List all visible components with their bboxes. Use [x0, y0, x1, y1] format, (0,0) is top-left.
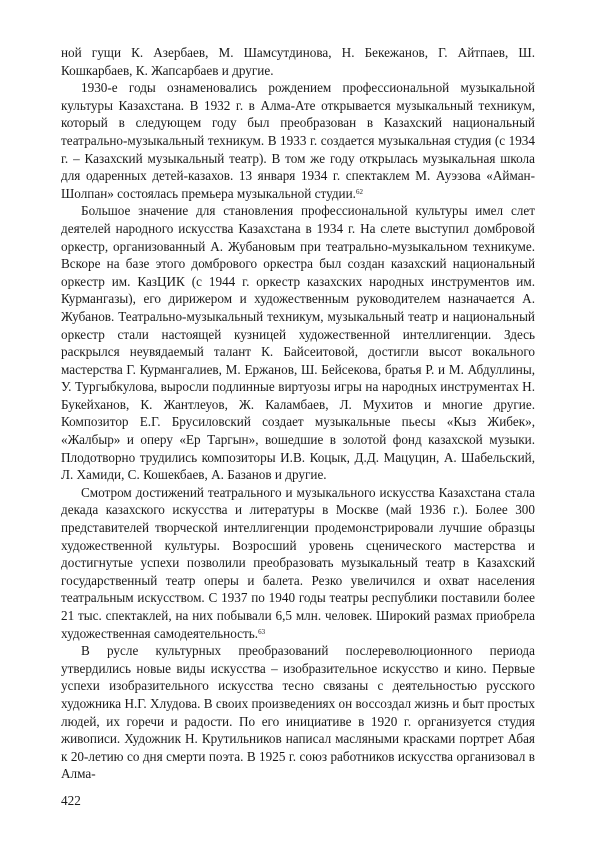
- footnote-ref: 62: [355, 187, 363, 196]
- paragraph: [61, 79, 535, 202]
- body-text: [61, 44, 535, 783]
- paragraph-text: Большое значение для становления профессиональной культуры имел слет деятелей народного искусства Казахстана в 1934 г. На слете выступил домбровой оркестр, организованный А. Жубановым при театрально-музыкальном техникуме. Вскоре на базе этого домбрового оркестра был создан казахский национальный оркестр им. КазЦИК (с 1944 г. оркестр казахских народных инструментов им. Курмангазы), его дирижером и художественным руководителем назначается А. Жубанов. Театрально-музыкальный техникум, музыкальный театр и национальный оркестр стали настоящей кузницей художественной интеллигенции. Здесь раскрылся неувядаемый талант К. Байсеитовой, достигли высот вокального мастерства Г. Курмангалиев, М. Ержанов, Ш. Бейсекова, братья Р. и М. Абдуллины, У. Тургыбкулова, выросли подлинные виртуозы игры на народных инструментах Н. Букейханов, К. Жантлеуов, Ж. Каламбаев, Л. Мухитов и многие другие. Композитор Е.Г. Брусиловский создает музыкальные пьесы «Кыз Жибек», «Жалбыр» и оперу «Ер Таргын», вошедшие в золотой фонд казахской музыки. Плодотворно трудились композиторы И.В. Коцык, Д.Д. Мацуцин, А. Шабельский, Л. Хамиди, С. Кошекбаев, А. Базанов и другие.: [61, 203, 535, 483]
- footnote-ref: 63: [258, 627, 266, 636]
- paragraph: [61, 484, 535, 642]
- paragraph-text: В русле культурных преобразований послереволюционного периода утвердились новые виды искусства – изобразительное искусство и кино. Первые успехи изобразительного искусства тесно связаны с деятельностью русского художника Н.Г. Хлудова. В своих произведениях он воссоздал жизнь и быт простых людей, их горечи и радости. По его инициативе в 1920 г. организуется студия живописи. Художник Н. Крутильников написал масляными красками портрет Абая к 20-летию со дня смерти поэта. В 1925 г. союз работников искусства организовал в Алма-: [61, 643, 535, 782]
- paragraph-text: Смотром достижений театрального и музыкального искусства Казахстана стала декада казахского искусства и литературы в Москве (май 1936 г.). Более 300 представителей творческой интеллигенции продемонстрировали лучшие образцы художественной культуры. Возросший уровень сценического мастерства и достигнутые успехи позволили преобразовать музыкальный театр в Казахский государственный театр оперы и балета. Резко увеличился и охват населения театральным искусством. С 1937 по 1940 годы театры республики поставили более 21 тыс. спектаклей, на них побывали 6,5 млн. человек. Широкий размах приобрела художественная самодеятельность.: [61, 484, 535, 641]
- paragraph-text: ной гущи К. Азербаев, М. Шамсутдинова, Н. Бекежанов, Г. Айтпаев, Ш. Кошкарбаев, К. Жапсарбаев и другие.: [61, 45, 535, 78]
- paragraph-text: 1930-е годы ознаменовались рождением профессиональной музыкальной культуры Казахстана. В 1932 г. в Алма-Ате открывается музыкальный техникум, который в следующем году был преобразован в Казахский национальный театрально-музыкальный техникум. В 1933 г. создается музыкальная студия (с 1934 г. – Казахский музыкальный театр). В том же году открылась музыкальная школа для одаренных детей-казахов. 13 января 1934 г. спектаклем М. Ауэзова «Айман-Шолпан» состоялась премьера музыкальной студии.: [61, 80, 535, 201]
- paragraph: [61, 44, 535, 79]
- paragraph: [61, 202, 535, 484]
- page-number: 422: [61, 793, 81, 808]
- paragraph: [61, 642, 535, 783]
